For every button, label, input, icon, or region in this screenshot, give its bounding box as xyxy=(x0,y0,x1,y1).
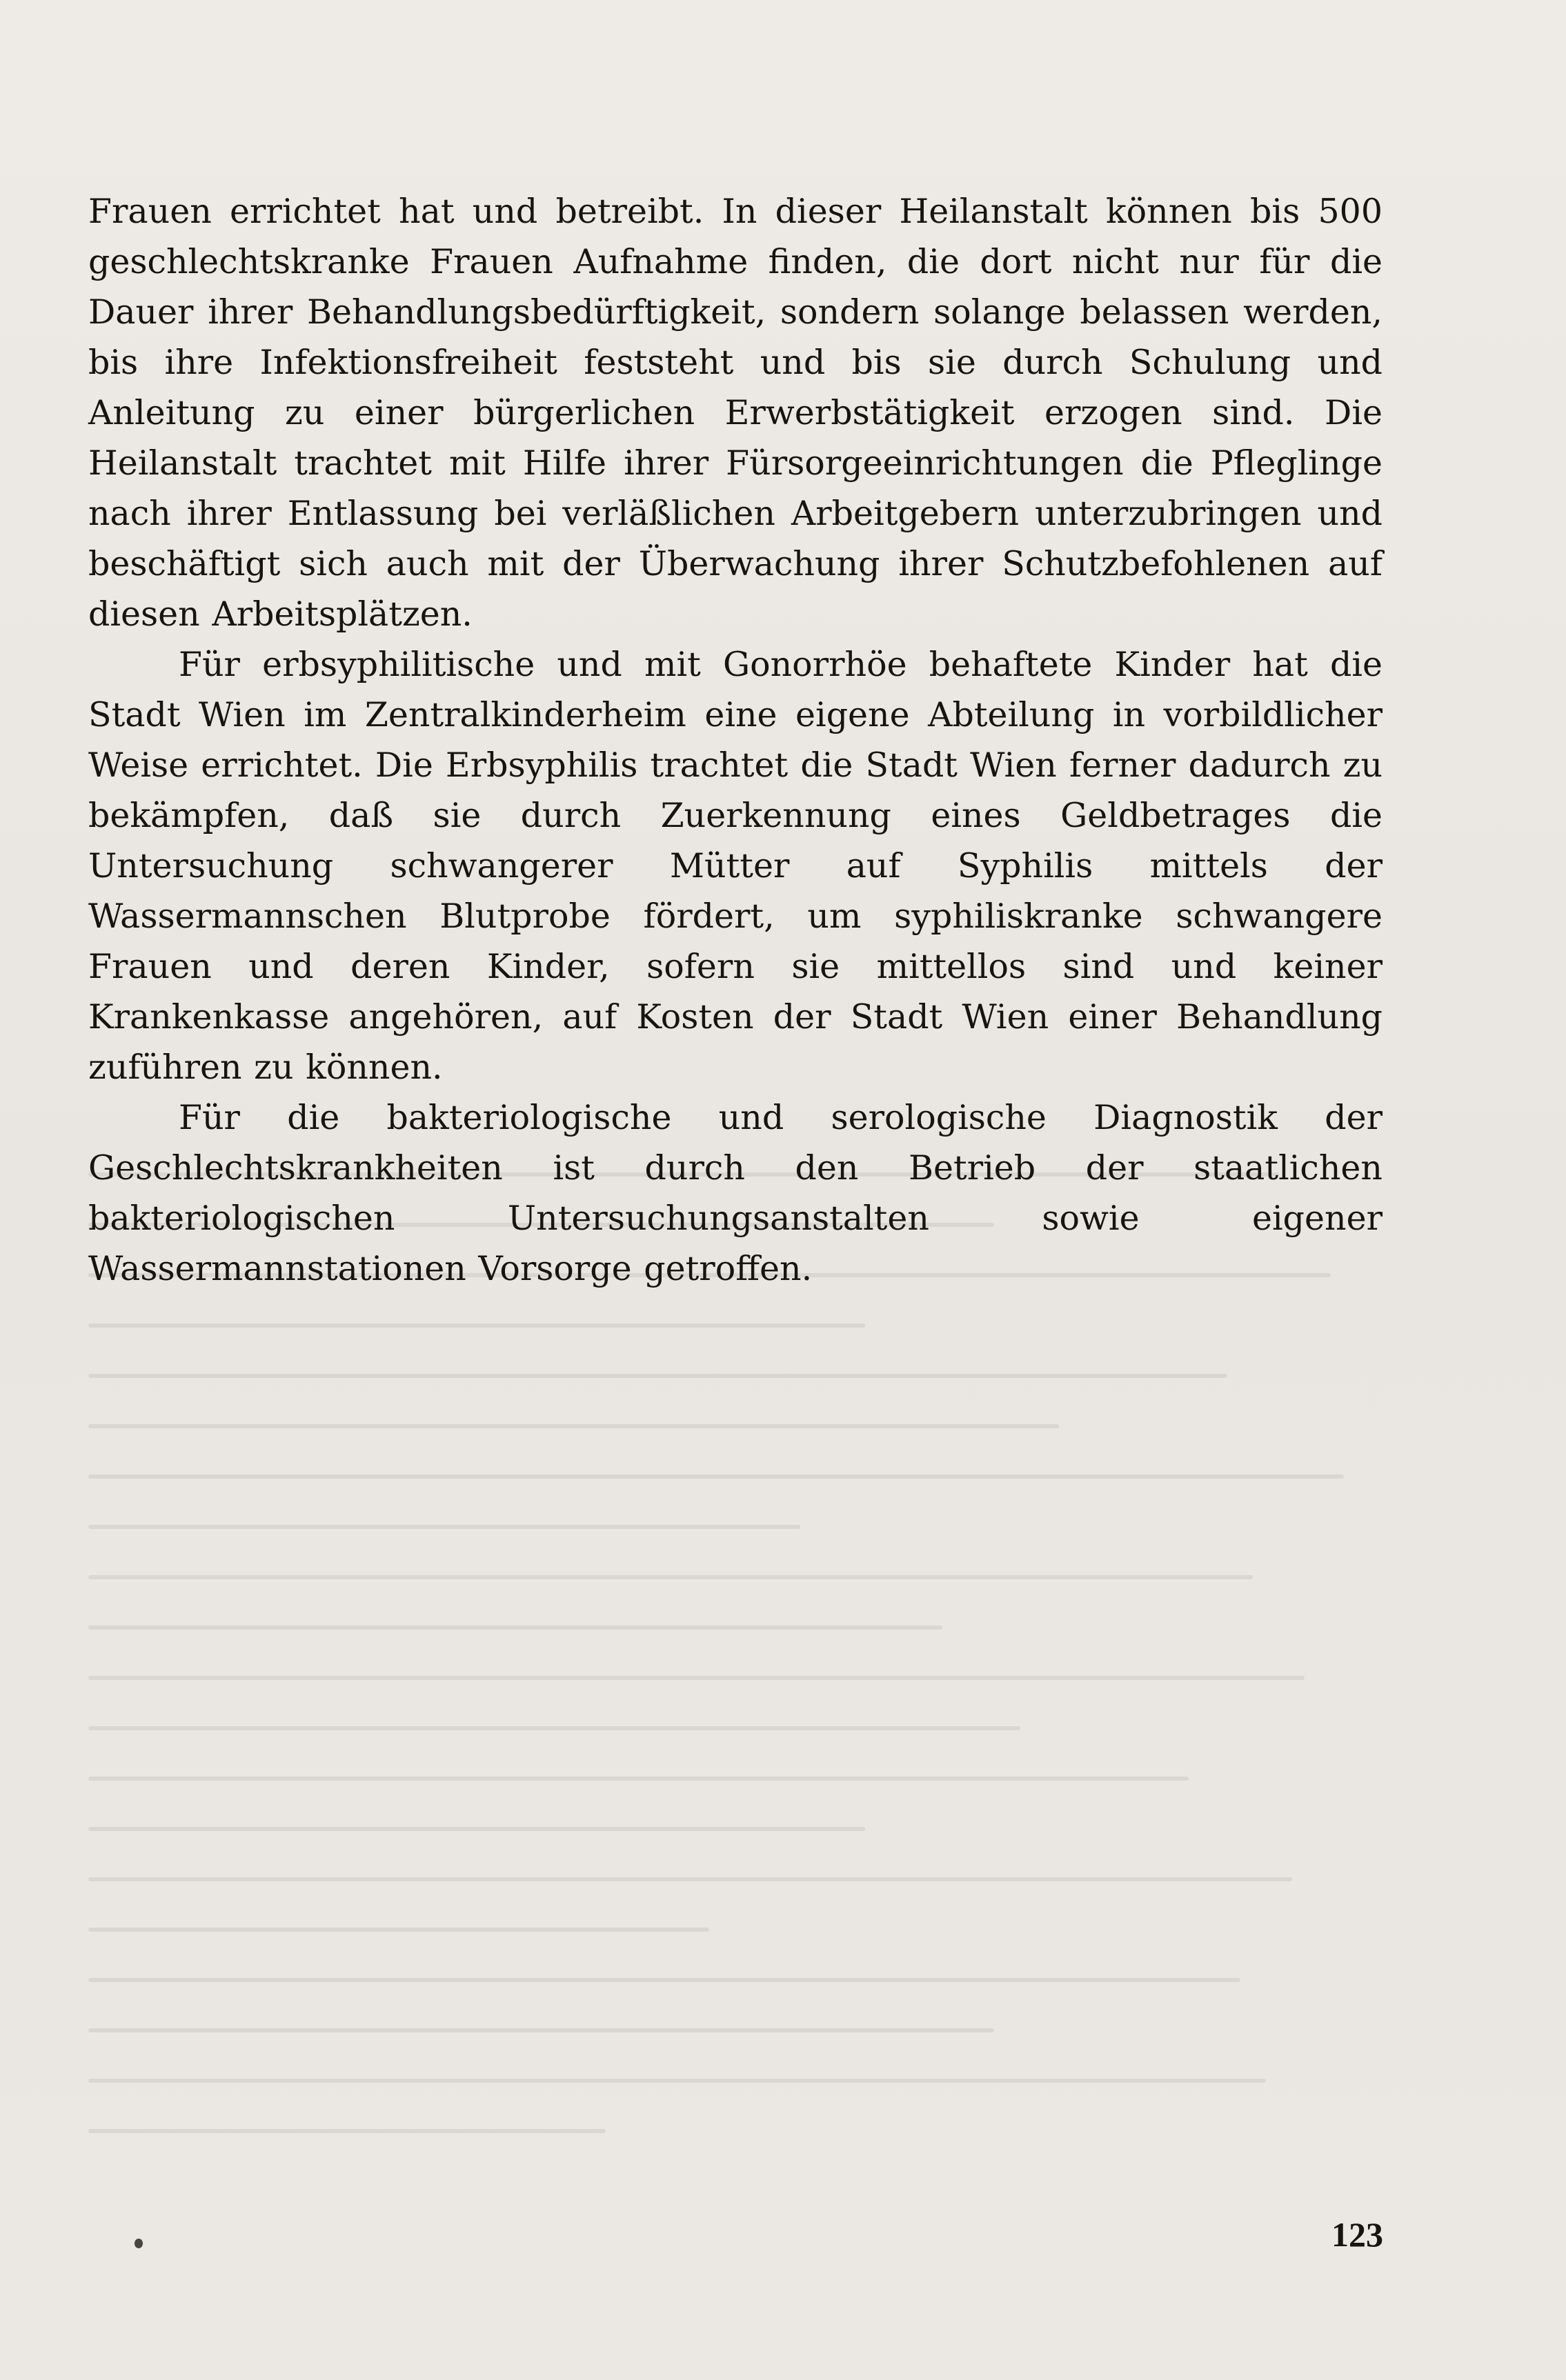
page-number: 123 xyxy=(1331,2215,1383,2254)
reverse-side-show-through xyxy=(88,1172,1382,2207)
body-text xyxy=(88,186,1382,1294)
ink-speck xyxy=(135,2239,143,2248)
paragraph-2: Für erbsyphilitische und mit Gonorrhöe behaftete Kinder hat die Stadt Wien im Zentralkinderheim eine eigene Abteilung in vorbildlicher Weise errichtet. Die Erbsyphilis trachtet die Stadt Wien ferner dadurch zu bekämpfen, daß sie durch Zuerkennung eines Geldbetrages die Untersuchung schwangerer Mütter auf Syphilis mittels der Wassermannschen Blutprobe fördert, um syphiliskranke schwangere Frauen und deren Kinder, sofern sie mittellos sind und keiner Krankenkasse angehören, auf Kosten der Stadt Wien einer Behandlung zuführen zu können. xyxy=(88,645,1382,1087)
paragraph-1: Frauen errichtet hat und betreibt. In dieser Heilanstalt können bis 500 geschlechtskranke Frauen Aufnahme finden, die dort nicht nur für die Dauer ihrer Behandlungsbedürftigkeit, sondern solange belassen werden, bis ihre Infektionsfreiheit feststeht und bis sie durch Schulung und Anleitung zu einer bürgerlichen Erwerbstätigkeit erzogen sind. Die Heilanstalt trachtet mit Hilfe ihrer Fürsorgeeinrichtungen die Pfleglinge nach ihrer Entlassung bei verläßlichen Arbeitgebern unterzubringen und beschäftigt sich auch mit der Überwachung ihrer Schutzbefohlenen auf diesen Arbeitsplätzen. xyxy=(88,192,1382,634)
paragraph-3: Für die bakteriologische und serologische Diagnostik der Geschlechtskrankheiten ist durch den Betrieb der staatlichen bakteriologischen Untersuchungsanstalten sowie eigener Wassermannstationen Vorsorge getroffen. xyxy=(88,1098,1382,1288)
